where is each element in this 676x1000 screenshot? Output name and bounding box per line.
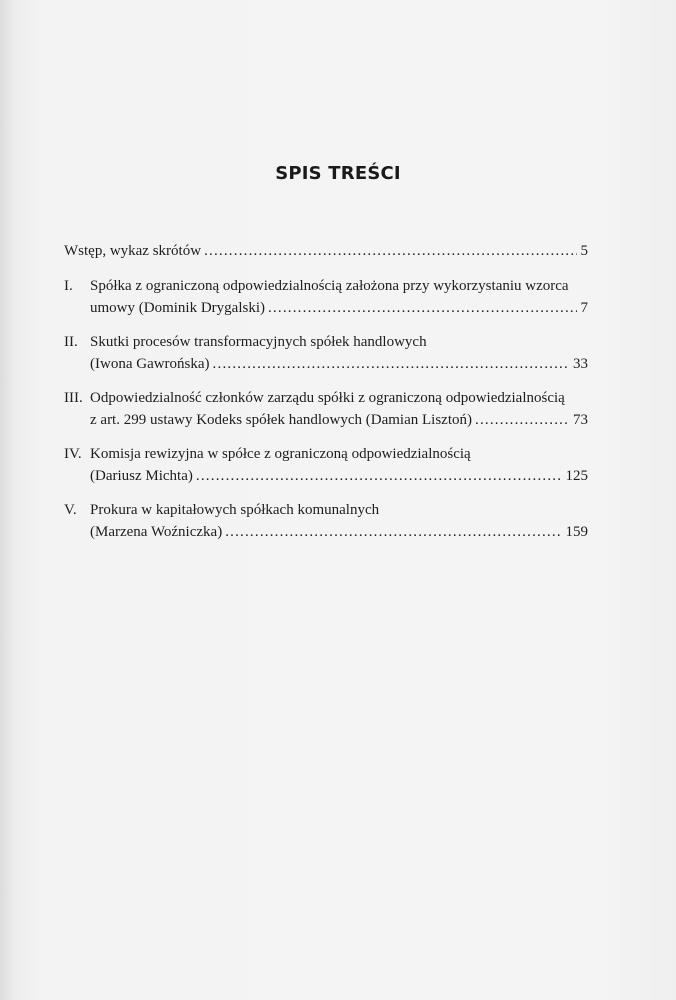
toc-page-number: 125 — [565, 468, 588, 484]
dot-leader — [225, 521, 561, 543]
dot-leader — [204, 240, 576, 262]
dot-leader — [196, 465, 562, 487]
toc-entry-line — [90, 297, 588, 319]
dot-leader — [213, 353, 569, 375]
toc-page-number: 33 — [573, 356, 588, 372]
toc-entry-title: Prokura w kapitałowych spółkach komunalnych — [90, 502, 380, 518]
toc-entry-line — [90, 521, 588, 543]
toc-entry-title: Spółka z ograniczoną odpowiedzialnością założona przy wykorzystaniu wzorca — [90, 278, 569, 294]
toc-entry-chapter-1 — [64, 275, 588, 319]
toc-entry-author: (Iwona Gawrońska) — [90, 356, 210, 372]
page-title: SPIS TREŚCI — [275, 163, 401, 184]
toc-entry-title: Skutki procesów transformacyjnych spółek handlowych — [90, 334, 427, 350]
chapter-number: II. — [64, 334, 78, 350]
table-of-contents — [64, 240, 588, 555]
chapter-number: IV. — [64, 446, 82, 462]
toc-entry-chapter-2 — [64, 331, 588, 375]
dot-leader — [475, 409, 569, 431]
toc-page-number: 7 — [580, 300, 588, 316]
toc-entry-line — [90, 409, 588, 431]
toc-entry-title: Wstęp, wykaz skrótów — [64, 243, 202, 259]
toc-page-number: 159 — [565, 524, 588, 540]
toc-entry-author: (Marzena Woźniczka) — [90, 524, 223, 540]
toc-entry-author: umowy (Dominik Drygalski) — [90, 300, 265, 316]
toc-entry-line — [90, 353, 588, 375]
toc-entry-title: Komisja rewizyjna w spółce z ograniczoną odpowiedzialnością — [90, 446, 471, 462]
toc-entry-chapter-4 — [64, 443, 588, 487]
toc-entry-chapter-5 — [64, 499, 588, 543]
toc-entry-line — [64, 240, 588, 262]
toc-entry-introduction — [64, 240, 588, 262]
chapter-number: I. — [64, 278, 73, 294]
toc-entry-line — [90, 465, 588, 487]
dot-leader — [268, 297, 577, 319]
chapter-number: V. — [64, 502, 77, 518]
toc-entry-author: z art. 299 ustawy Kodeks spółek handlowych (Damian Lisztoń) — [90, 412, 472, 428]
chapter-number: III. — [64, 390, 83, 406]
toc-page-number: 73 — [573, 412, 588, 428]
toc-page-number: 5 — [580, 243, 588, 259]
toc-entry-chapter-3 — [64, 387, 588, 431]
toc-entry-author: (Dariusz Michta) — [90, 468, 193, 484]
toc-entry-title: Odpowiedzialność członków zarządu spółki z ograniczoną odpowiedzialnością — [90, 390, 565, 406]
